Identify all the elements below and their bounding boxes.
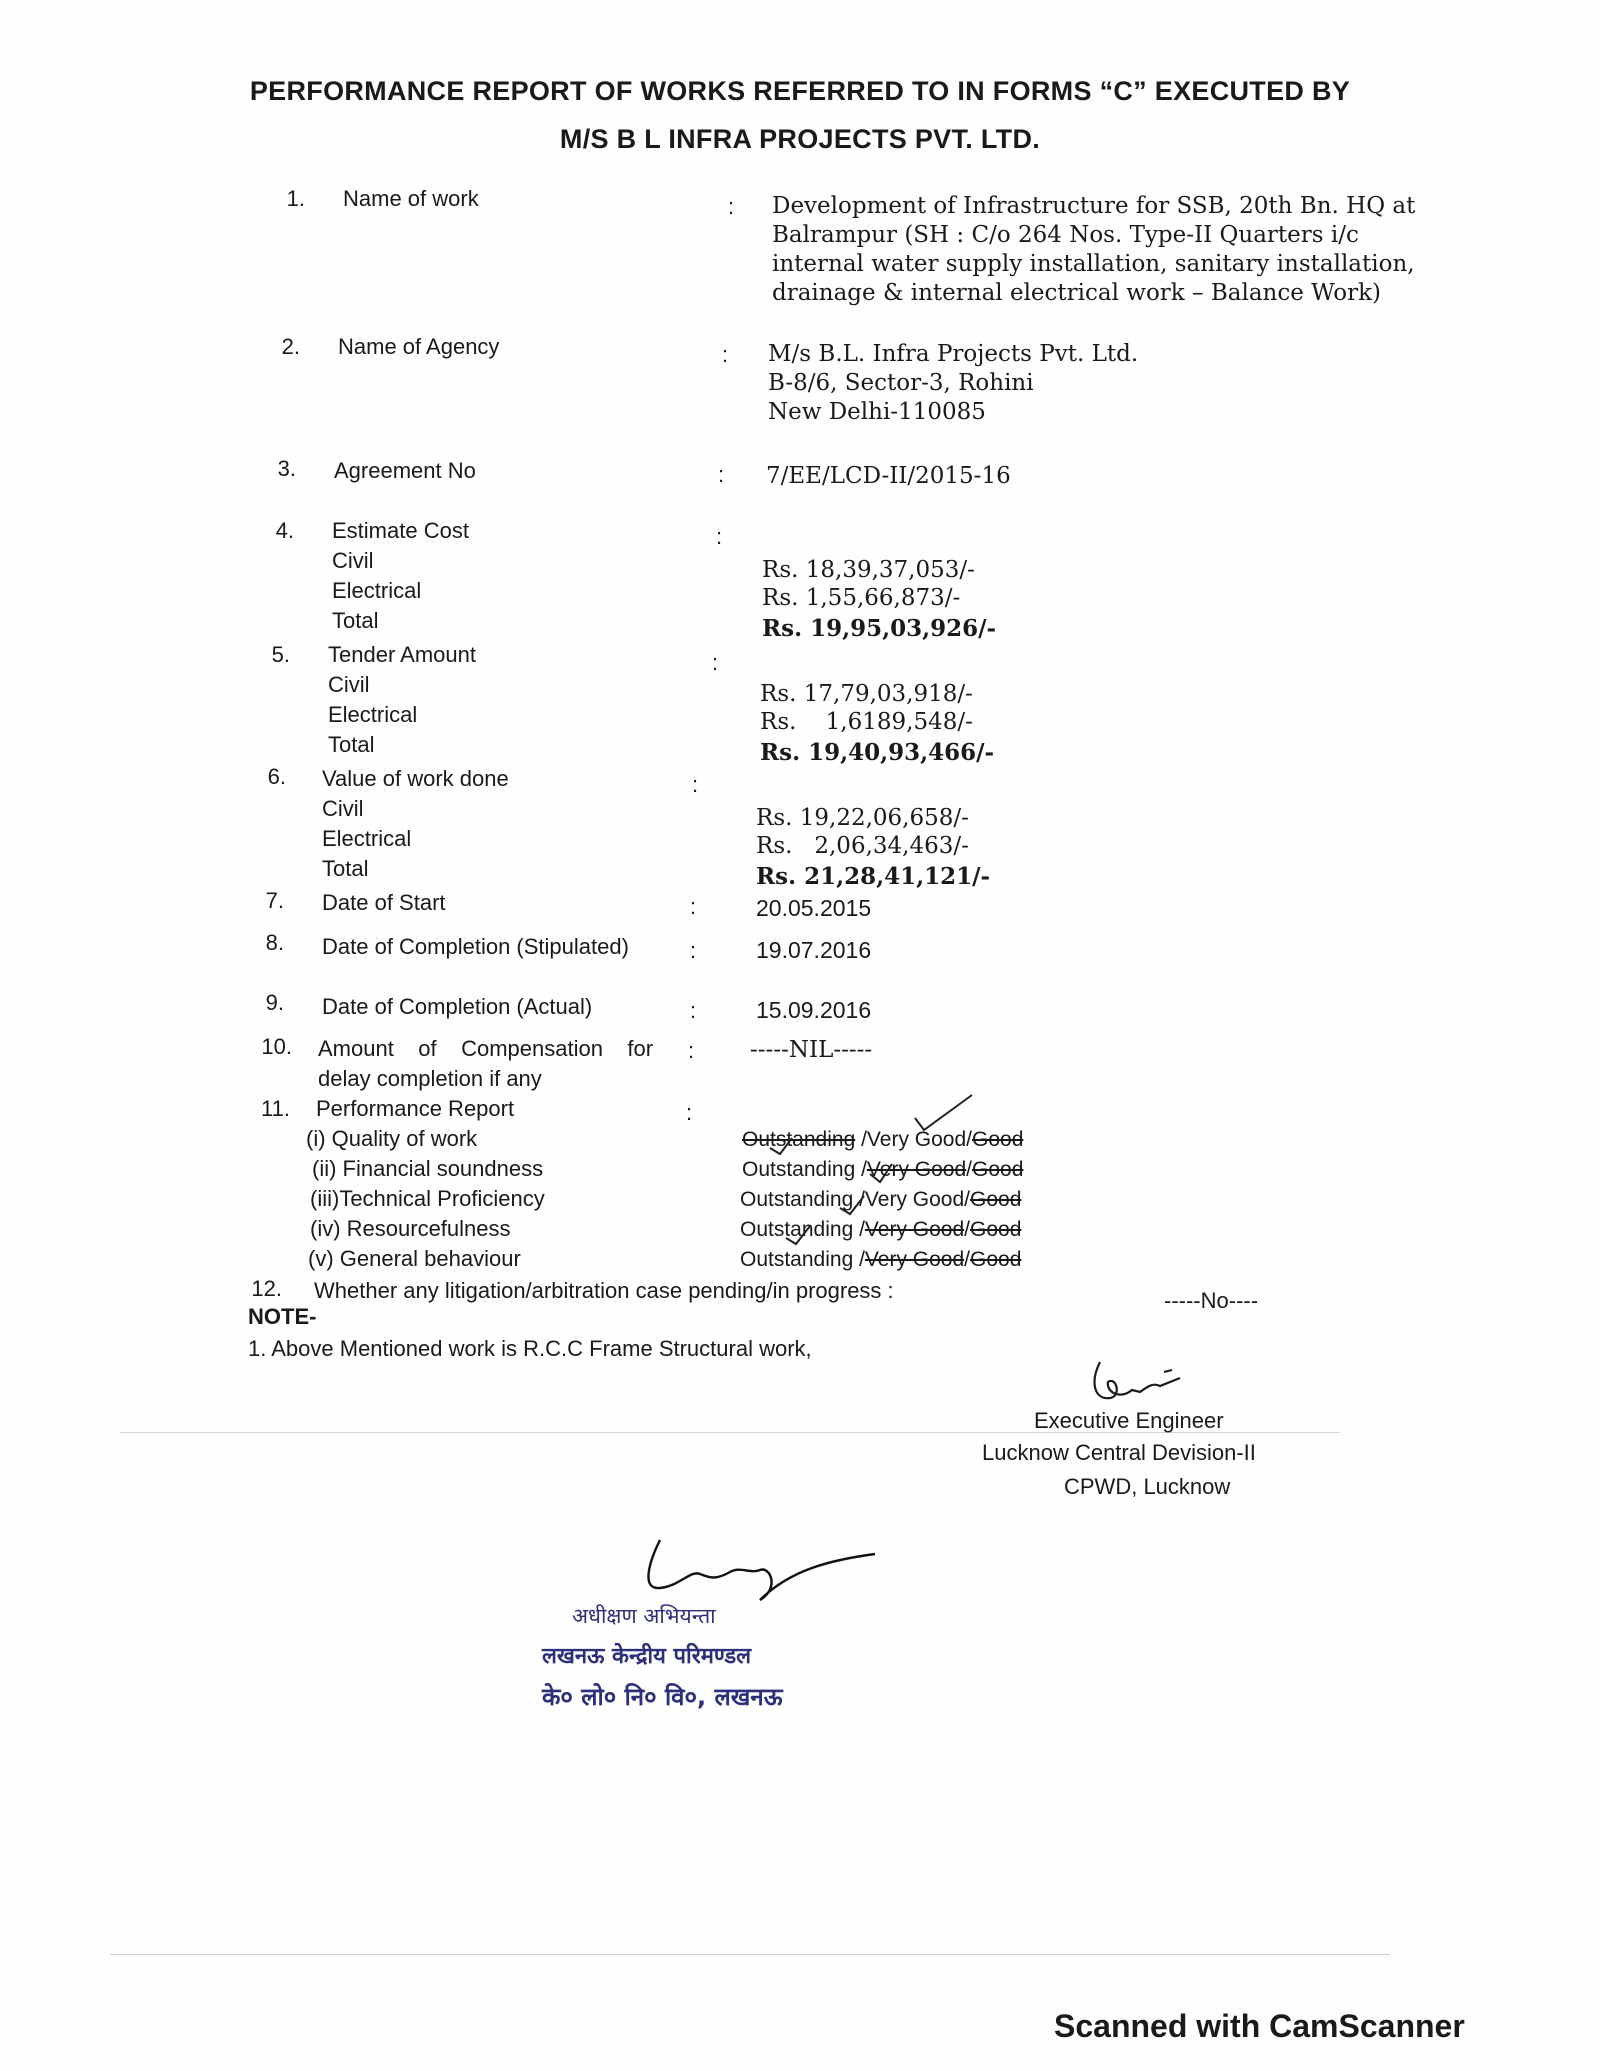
colon: : xyxy=(686,1100,693,1125)
civil-label: Civil xyxy=(322,796,364,821)
rating-row: Outstanding /Very Good/Good xyxy=(740,1218,1022,1241)
rating-outstanding: Outstanding xyxy=(740,1248,854,1271)
estimate-cost-label: Estimate Cost xyxy=(332,518,469,543)
item-number: 6. xyxy=(267,764,286,789)
colon: : xyxy=(722,342,729,367)
rating-good: Good xyxy=(972,1158,1024,1181)
rating-row: Outstanding /Very Good/Good xyxy=(740,1248,1022,1271)
signatory-designation: Executive Engineer xyxy=(1034,1408,1224,1433)
estimate-electrical-value: Rs. 1,55,66,873/- xyxy=(762,585,961,611)
item-number: 3. xyxy=(277,456,296,481)
behaviour-label: (v) General behaviour xyxy=(308,1246,521,1271)
signatory-division: Lucknow Central Devision-II xyxy=(982,1440,1256,1465)
total-label: Total xyxy=(322,856,369,881)
start-date-label: Date of Start xyxy=(322,890,446,915)
total-label: Total xyxy=(328,732,375,757)
workdone-civil-value: Rs. 19,22,06,658/- xyxy=(756,805,969,831)
rating-very-good: Very Good xyxy=(866,1128,967,1151)
workdone-total-value: Rs. 21,28,41,121/- xyxy=(756,863,991,890)
litigation-label: Whether any litigation/arbitration case pending/in progress : xyxy=(314,1278,894,1303)
stipulated-date-label: Date of Completion (Stipulated) xyxy=(322,934,629,959)
item-number: 10. xyxy=(261,1034,292,1059)
technical-label: (iii)Technical Proficiency xyxy=(310,1186,545,1211)
colon: : xyxy=(692,772,699,797)
rating-row: Outstanding /Very Good/Good xyxy=(742,1128,1024,1151)
stamp-circle: लखनऊ केन्द्रीय परिमण्डल xyxy=(542,1644,752,1669)
tender-amount-label: Tender Amount xyxy=(328,642,476,667)
rating-very-good: Very Good xyxy=(864,1218,965,1241)
item-number: 9. xyxy=(265,990,284,1015)
compensation-label-line1: Amount of Compensation for xyxy=(318,1036,654,1061)
signatory-office: CPWD, Lucknow xyxy=(1064,1474,1231,1499)
start-date-value: 20.05.2015 xyxy=(756,895,872,921)
estimate-civil-value: Rs. 18,39,37,053/- xyxy=(762,557,975,583)
compensation-label-line2: delay completion if any xyxy=(318,1066,542,1091)
item-number: 2. xyxy=(281,334,300,359)
rating-very-good: Very Good xyxy=(864,1188,965,1211)
work-done-label: Value of work done xyxy=(322,766,509,791)
stamp-designation: अधीक्षण अभियन्ता xyxy=(572,1604,716,1628)
item-number: 8. xyxy=(265,930,284,955)
actual-date-value: 15.09.2016 xyxy=(756,997,872,1023)
colon: : xyxy=(690,894,697,919)
bottom-rule xyxy=(110,1954,1390,1955)
rating-outstanding: Outstanding xyxy=(742,1158,856,1181)
tender-civil-value: Rs. 17,79,03,918/- xyxy=(760,681,973,707)
tender-total-value: Rs. 19,40,93,466/- xyxy=(760,739,995,766)
text-line: Balrampur (SH : C/o 264 Nos. Type-II Quarters i/c xyxy=(772,222,1359,248)
litigation-value: -----No---- xyxy=(1164,1288,1259,1313)
quality-label: (i) Quality of work xyxy=(306,1126,478,1151)
colon: : xyxy=(728,194,735,219)
agency-value xyxy=(768,340,1138,427)
colon: : xyxy=(690,998,697,1023)
document-title-line1: PERFORMANCE REPORT OF WORKS REFERRED TO IN FORMS “C” EXECUTED BY xyxy=(249,76,1351,106)
performance-report-label: Performance Report xyxy=(316,1096,515,1121)
rating-outstanding: Outstanding xyxy=(742,1128,856,1151)
agency-label: Name of Agency xyxy=(338,334,500,359)
electrical-label: Electrical xyxy=(332,578,422,603)
text-line: drainage & internal electrical work – Balance Work) xyxy=(772,280,1381,306)
estimate-total-value: Rs. 19,95,03,926/- xyxy=(762,615,997,642)
civil-label: Civil xyxy=(328,672,370,697)
document-title-line2: M/S B L INFRA PROJECTS PVT. LTD. xyxy=(559,124,1041,154)
item-number: 11. xyxy=(261,1096,290,1121)
item-number: 4. xyxy=(275,518,294,543)
colon: : xyxy=(690,938,697,963)
text-line: New Delhi-110085 xyxy=(768,399,986,425)
rating-good: Good xyxy=(970,1248,1022,1271)
civil-label: Civil xyxy=(332,548,374,573)
note-heading: NOTE- xyxy=(248,1304,317,1329)
compensation-value: -----NIL----- xyxy=(750,1037,873,1063)
colon: : xyxy=(718,462,725,487)
resourcefulness-label: (iv) Resourcefulness xyxy=(310,1216,511,1241)
text-line: B-8/6, Sector-3, Rohini xyxy=(768,370,1034,396)
actual-date-label: Date of Completion (Actual) xyxy=(322,994,593,1019)
item-number: 5. xyxy=(271,642,290,667)
rating-good: Good xyxy=(972,1128,1024,1151)
item-number: 1. xyxy=(286,186,305,211)
colon: : xyxy=(716,524,723,549)
financial-label: (ii) Financial soundness xyxy=(312,1156,544,1181)
rating-good: Good xyxy=(970,1188,1022,1211)
stipulated-date-value: 19.07.2016 xyxy=(756,937,872,963)
total-label: Total xyxy=(332,608,379,633)
rating-good: Good xyxy=(970,1218,1022,1241)
text-line: internal water supply installation, sanitary installation, xyxy=(772,251,1415,277)
rating-outstanding: Outstanding xyxy=(740,1218,854,1241)
rating-row: Outstanding /Very Good/Good xyxy=(740,1188,1022,1211)
item-number: 12. xyxy=(251,1276,282,1301)
rating-very-good: Very Good xyxy=(864,1248,965,1271)
item-number: 7. xyxy=(265,888,284,913)
camscanner-watermark: Scanned with CamScanner xyxy=(1054,2008,1465,2044)
text-line: M/s B.L. Infra Projects Pvt. Ltd. xyxy=(768,341,1139,367)
handwritten-tick-marks xyxy=(740,1090,980,1290)
name-of-work-value xyxy=(772,192,1415,308)
note-line: 1. Above Mentioned work is R.C.C Frame Structural work, xyxy=(248,1336,812,1361)
text-line: Development of Infrastructure for SSB, 20th Bn. HQ at xyxy=(772,193,1416,219)
electrical-label: Electrical xyxy=(328,702,418,727)
rating-outstanding: Outstanding xyxy=(740,1188,854,1211)
workdone-electrical-value: Rs. 2,06,34,463/- xyxy=(756,833,969,859)
rating-row: Outstanding /Very Good/Good xyxy=(742,1158,1024,1181)
rating-very-good: Very Good xyxy=(866,1158,967,1181)
colon: : xyxy=(688,1038,695,1063)
colon: : xyxy=(712,650,719,675)
agreement-value: 7/EE/LCD-II/2015-16 xyxy=(766,463,1011,489)
electrical-label: Electrical xyxy=(322,826,412,851)
agreement-label: Agreement No xyxy=(334,458,476,483)
tender-electrical-value: Rs. 1,6189,548/- xyxy=(760,709,973,735)
stamp-department: के० लो० नि० वि०, लखनऊ xyxy=(542,1683,783,1711)
name-of-work-label: Name of work xyxy=(343,186,479,211)
